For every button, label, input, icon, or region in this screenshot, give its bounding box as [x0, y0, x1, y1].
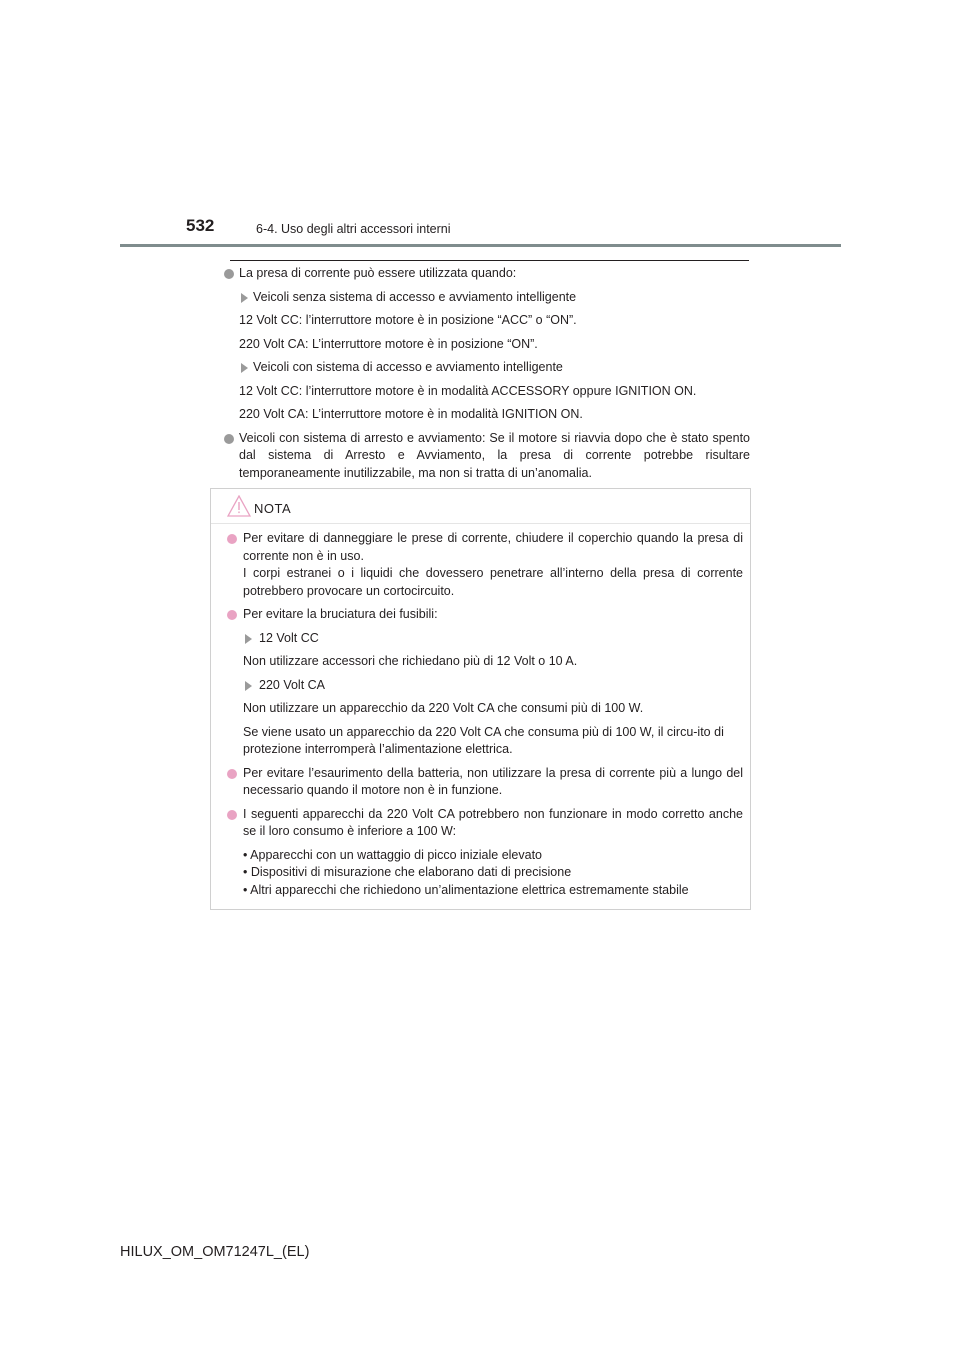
paragraph: 220 Volt CA: L’interruttore motore è in posizione “ON”.	[239, 336, 538, 351]
nota-sub-item	[227, 630, 743, 648]
triangle-right-icon	[241, 293, 248, 303]
nota-bullet-item	[227, 806, 743, 841]
sub-item-title: Veicoli con sistema di accesso e avviamento intelligente	[253, 360, 563, 374]
nota-sub-item	[227, 677, 743, 695]
bullet-dot-icon	[227, 810, 237, 820]
nota-divider	[211, 523, 750, 524]
sub-item	[224, 289, 750, 307]
nota-bullet-text: I seguenti apparecchi da 220 Volt CA potrebbero non funzionare in modo corretto anche se il loro consumo è inferiore a 100 W:	[243, 806, 743, 838]
nota-body	[227, 530, 743, 899]
nota-bullet-item	[227, 606, 743, 624]
nota-bullet-item	[227, 530, 743, 600]
bullet-dot-icon	[227, 534, 237, 544]
triangle-right-icon	[245, 634, 252, 644]
top-rule	[230, 260, 749, 261]
nota-bullet-text: Per evitare l’esaurimento della batteria, non utilizzare la presa di corrente più a lungo del necessario quando il motore non è in funzione.	[243, 765, 743, 797]
nota-title: NOTA	[254, 501, 292, 516]
bullet-text: La presa di corrente può essere utilizzata quando:	[239, 266, 517, 280]
paragraph: 220 Volt CA: L’interruttore motore è in modalità IGNITION ON.	[239, 407, 583, 421]
bullet-dot-icon	[224, 434, 234, 444]
section-title: 6-4. Uso degli altri accessori interni	[256, 222, 451, 236]
nota-paragraph: Se viene usato un apparecchio da 220 Volt CA che consuma più di 100 W, il circu-ito di protezione interromperà l’alimentazione elettrica.	[243, 724, 724, 756]
warning-triangle-icon	[227, 495, 251, 517]
nota-paragraph: Non utilizzare un apparecchio da 220 Volt CA che consumi più di 100 W.	[243, 701, 644, 715]
list-item: • Altri apparecchi che richiedono un’alimentazione elettrica estremamente stabile	[243, 882, 689, 897]
nota-box	[210, 488, 751, 910]
triangle-right-icon	[241, 363, 248, 373]
bullet-dot-icon	[227, 610, 237, 620]
header-rule	[120, 244, 841, 247]
bullet-text: Veicoli con sistema di arresto e avviamento: Se il motore si riavvia dopo che è stato spento dal sistema di Arresto e Avviamento, la presa di corrente potrebbe risultare temporaneamente inutilizzabile, ma non si tratta di un’anomalia.	[239, 430, 750, 480]
triangle-right-icon	[245, 681, 252, 691]
list-item: • Dispositivi di misurazione che elaborano dati di precisione	[243, 865, 572, 879]
sub-item-title: Veicoli senza sistema di accesso e avviamento intelligente	[253, 289, 577, 304]
paragraph: 12 Volt CC: l’interruttore motore è in posizione “ACC” o “ON”.	[239, 313, 577, 327]
list-item: • Apparecchi con un wattaggio di picco iniziale elevato	[243, 847, 543, 862]
bullet-dot-icon	[224, 269, 234, 279]
nota-paragraph: Non utilizzare accessori che richiedano più di 12 Volt o 10 A.	[243, 654, 578, 668]
bullet-item	[224, 265, 750, 283]
page-number: 532	[186, 216, 215, 235]
nota-bullet-text: Per evitare di danneggiare le prese di corrente, chiudere il coperchio quando la presa di corrente non è in uso.	[243, 531, 743, 563]
nota-bullet-text: Per evitare la bruciatura dei fusibili:	[243, 607, 438, 621]
bullet-item	[224, 430, 750, 483]
sub-item	[224, 359, 750, 377]
main-content	[224, 265, 750, 488]
paragraph: 12 Volt CC: l’interruttore motore è in modalità ACCESSORY oppure IGNITION ON.	[239, 383, 697, 398]
nota-sub-title: 220 Volt CA	[259, 677, 326, 692]
document-code: HILUX_OM_OM71247L_(EL)	[120, 1244, 310, 1260]
nota-bullet-text: I corpi estranei o i liquidi che dovessero penetrare all’interno della presa di corrente potrebbero provocare un cortocircuito.	[243, 566, 743, 598]
bullet-dot-icon	[227, 769, 237, 779]
nota-list	[227, 847, 743, 900]
nota-bullet-item	[227, 765, 743, 800]
nota-sub-title: 12 Volt CC	[259, 630, 319, 645]
